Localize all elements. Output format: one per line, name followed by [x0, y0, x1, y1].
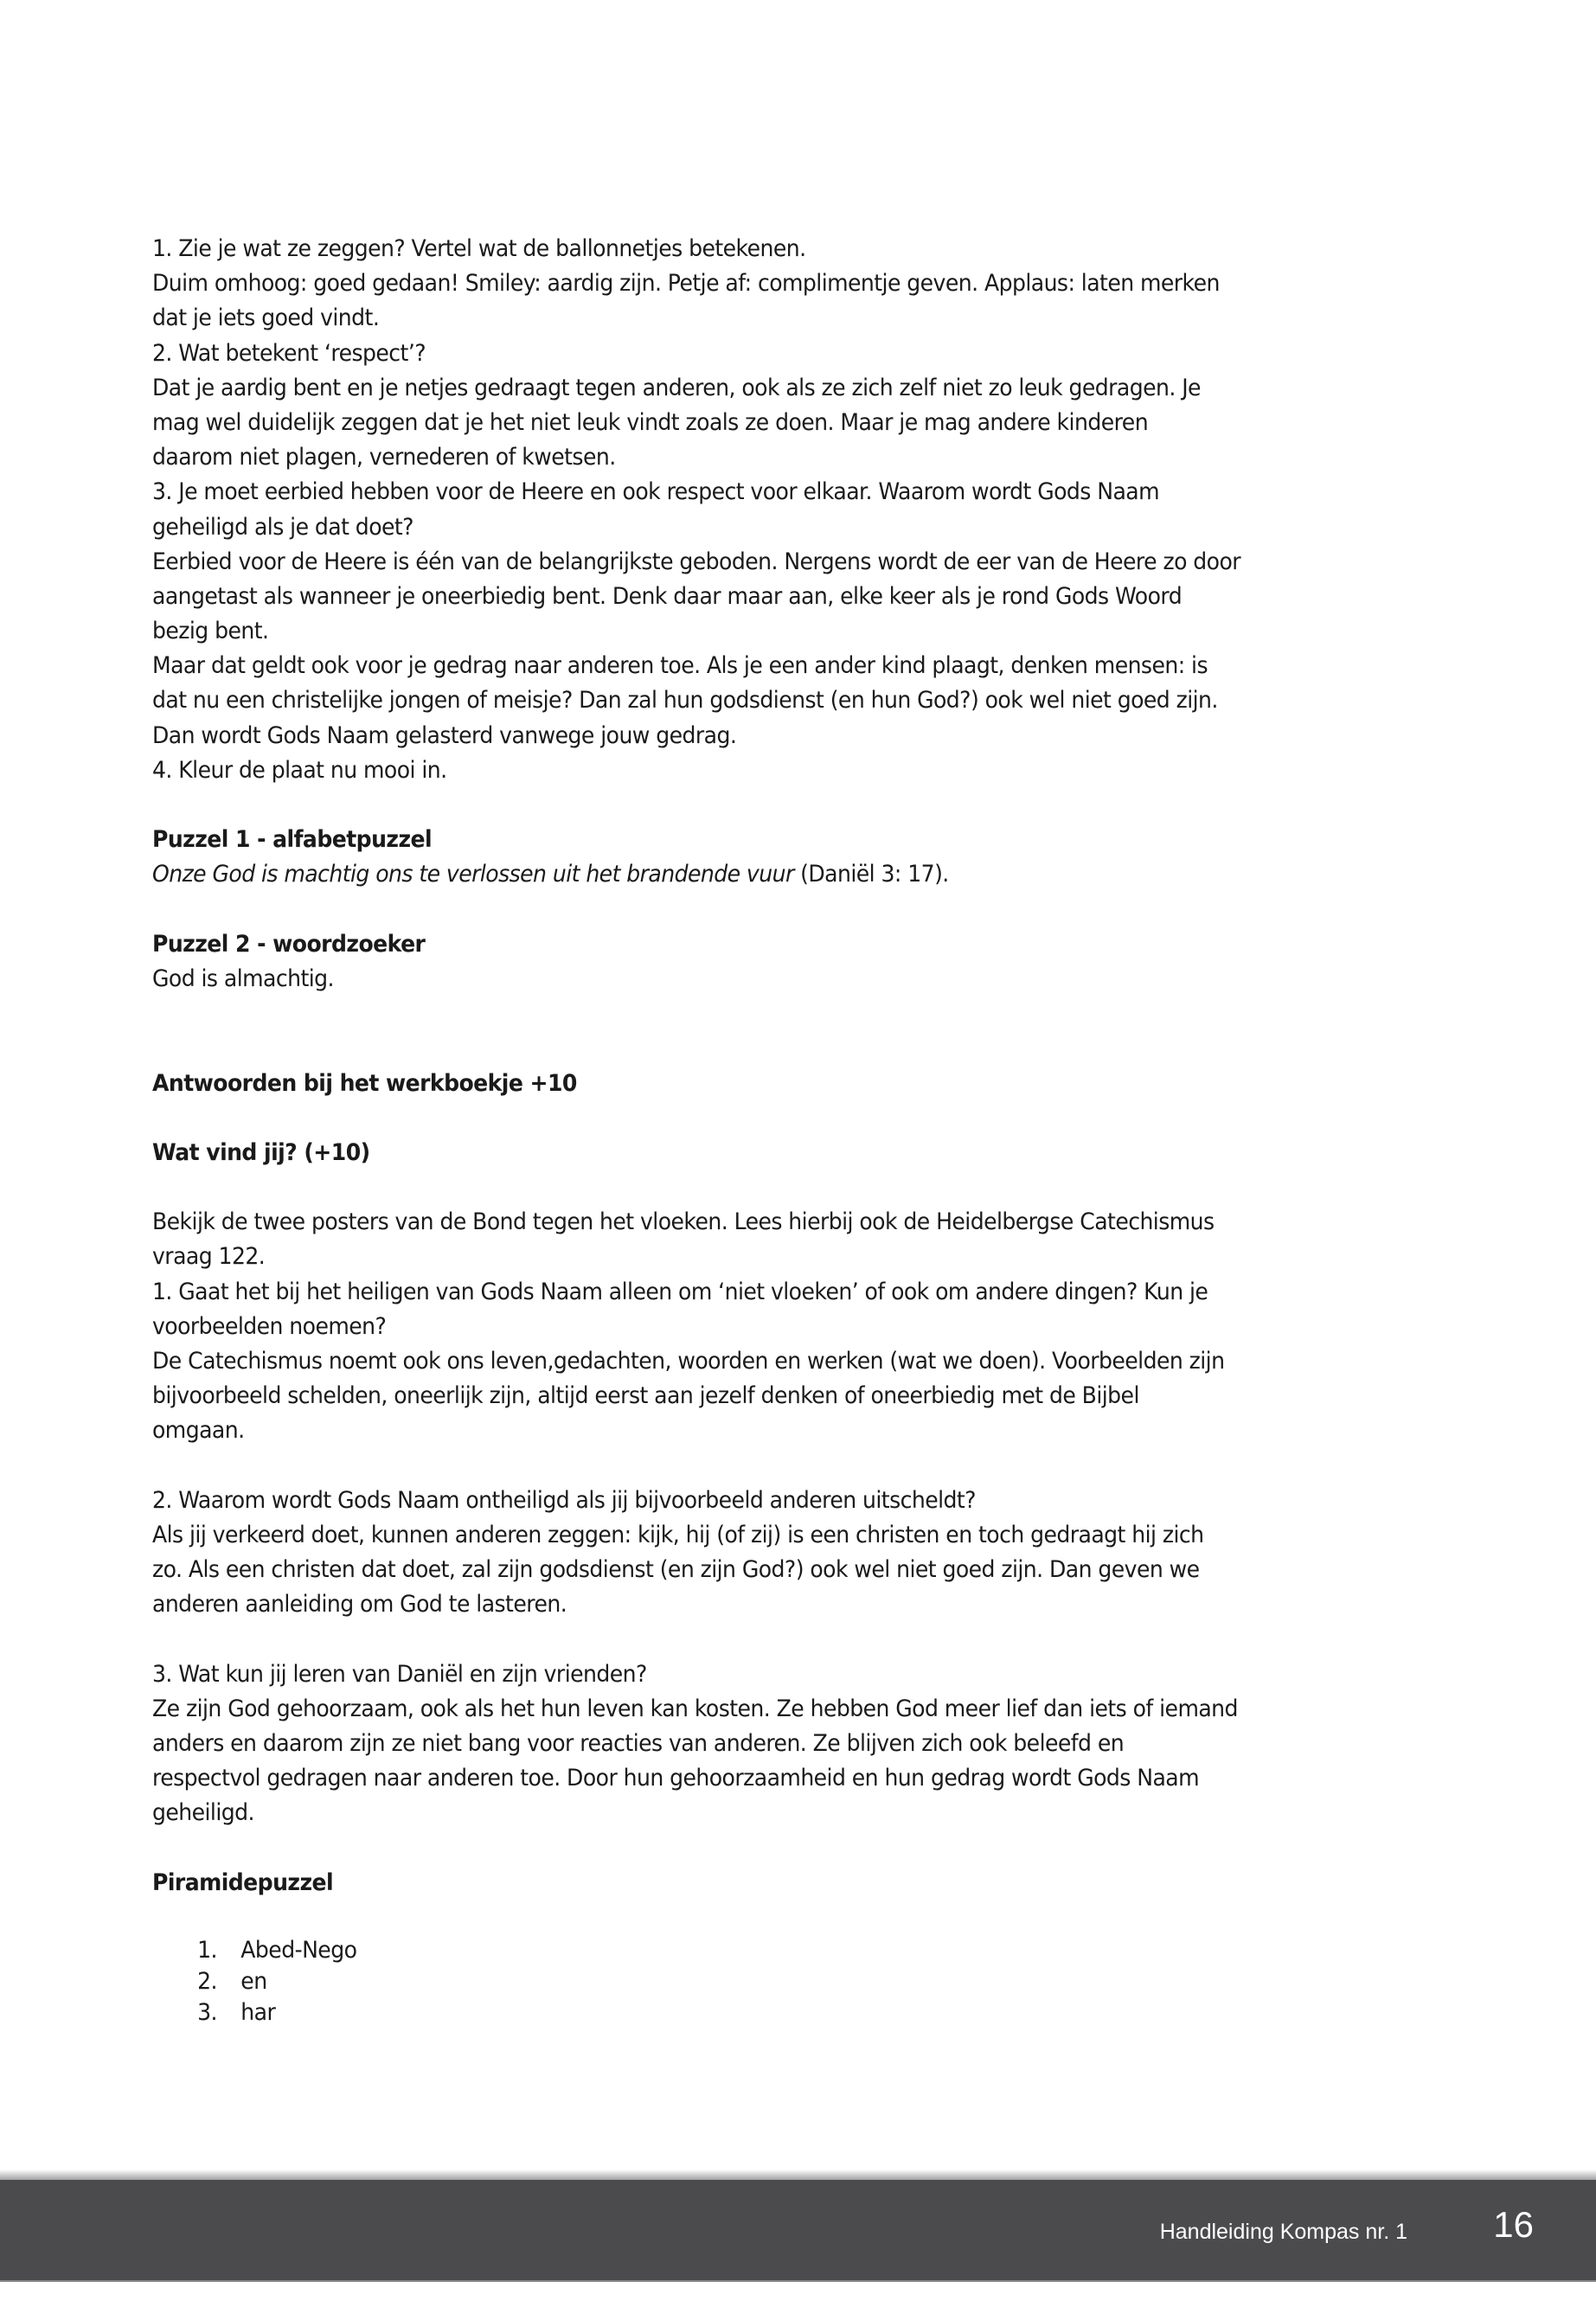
text-line: zo. Als een christen dat doet, zal zijn godsdienst (en zijn God?) ook wel niet goed zijn. Dan geven we [152, 1556, 1200, 1584]
section-heading: Wat vind jij? (+10) [152, 1138, 370, 1166]
blank-line [152, 997, 1327, 1031]
footer-title: Handleiding Kompas nr. 1 [1159, 2220, 1407, 2244]
text-line: bijvoorbeeld schelden, oneerlijk zijn, altijd eerst aan jezelf denken of oneerbiedig met de Bijbel [152, 1382, 1139, 1410]
blank-line [152, 1623, 1327, 1657]
text-line: 2. Waarom wordt Gods Naam ontheiligd als jij bijvoorbeeld anderen uitscheldt? [152, 1486, 976, 1514]
text-line: dat nu een christelijke jongen of meisje? Dan zal hun godsdienst (en hun God?) ook wel niet goed zijn. [152, 687, 1218, 715]
list-number: 3. [197, 1999, 217, 2027]
blank-line [152, 1170, 1327, 1205]
text-line: voorbeelden noemen? [152, 1312, 387, 1340]
bible-reference: (Daniël 3: 17). [793, 861, 949, 888]
document-body [152, 232, 1415, 2029]
blank-line [152, 788, 1327, 823]
blank-line [152, 1900, 1327, 1935]
page-footer [0, 2180, 1596, 2282]
text-line: daarom niet plagen, vernederen of kwetsen. [152, 444, 616, 471]
text-line: mag wel duidelijk zeggen dat je het niet leuk vindt zoals ze doen. Maar je mag andere kinderen [152, 408, 1149, 436]
text-line: Dat je aardig bent en je netjes gedraagt tegen anderen, ook als ze zich zelf niet zo leuk gedragen. Je [152, 374, 1201, 401]
text-line: anders en daarom zijn ze niet bang voor reacties van anderen. Ze blijven zich ook beleefd en [152, 1730, 1125, 1758]
page-number: 16 [1493, 2204, 1534, 2245]
section-heading: Puzzel 2 - woordzoeker [152, 930, 426, 958]
text-line: 1. Zie je wat ze zeggen? Vertel wat de ballonnetjes betekenen. [152, 235, 806, 262]
text-line: Ze zijn God gehoorzaam, ook als het hun leven kan kosten. Ze hebben God meer lief dan iets of iemand [152, 1695, 1238, 1722]
text-line: anderen aanleiding om God te lasteren. [152, 1591, 567, 1618]
text-line: Als jij verkeerd doet, kunnen anderen zeggen: kijk, hij (of zij) is een christen en toch gedraagt hij zich [152, 1521, 1204, 1548]
text-line: vraag 122. [152, 1243, 266, 1271]
text-line: De Catechismus noemt ook ons leven,gedachten, woorden en werken (wat we doen). Voorbeelden zijn [152, 1348, 1225, 1375]
text-line: 3. Je moet eerbied hebben voor de Heere en ook respect voor elkaar. Waarom wordt Gods Naam [152, 478, 1160, 506]
section-heading: Puzzel 1 - alfabetpuzzel [152, 826, 433, 854]
text-line: respectvol gedragen naar anderen toe. Door hun gehoorzaamheid en hun gedrag wordt Gods Naam [152, 1765, 1200, 1792]
blank-line [152, 893, 1327, 927]
text-line: 1. Gaat het bij het heiligen van Gods Naam alleen om ‘niet vloeken’ of ook om andere dingen? Kun je [152, 1278, 1208, 1305]
text-line: geheiligd als je dat doet? [152, 513, 413, 541]
text-line: Duim omhoog: goed gedaan! Smiley: aardig zijn. Petje af: complimentje geven. Applaus: laten merken [152, 270, 1220, 298]
text-line: Dan wordt Gods Naam gelasterd vanwege jouw gedrag. [152, 721, 737, 749]
text-line: bezig bent. [152, 618, 269, 645]
text-line: 3. Wat kun jij leren van Daniël en zijn vrienden? [152, 1660, 647, 1688]
list-item [152, 1997, 1327, 2029]
list-number: 2. [197, 1968, 217, 1996]
quote-line [152, 857, 1327, 892]
text-line: aangetast als wanneer je oneerbiedig bent. Denk daar maar aan, elke keer als je rond Gods Woord [152, 582, 1183, 610]
text-line: 4. Kleur de plaat nu mooi in. [152, 756, 447, 784]
blank-line [152, 1031, 1327, 1066]
blank-line [152, 1449, 1327, 1484]
list-number: 1. [197, 1937, 217, 1965]
bible-quote: Onze God is machtig ons te verlossen uit het brandende vuur [152, 861, 794, 888]
text-line: Bekijk de twee posters van de Bond tegen het vloeken. Lees hierbij ook de Heidelbergse Catechismus [152, 1208, 1215, 1236]
text-line: God is almachtig. [152, 965, 334, 992]
section-heading: Antwoorden bij het werkboekje +10 [152, 1069, 577, 1097]
blank-line [152, 1831, 1327, 1866]
section-heading: Piramidepuzzel [152, 1868, 334, 1896]
text-line: geheiligd. [152, 1799, 254, 1827]
text-line: dat je iets goed vindt. [152, 304, 380, 332]
blank-line [152, 1101, 1327, 1136]
text-line: Eerbied voor de Heere is één van de belangrijkste geboden. Nergens wordt de eer van de Heere zo door [152, 548, 1241, 575]
list-text: en [240, 1968, 267, 1996]
text-line: 2. Wat betekent ‘respect’? [152, 339, 426, 367]
text-line: omgaan. [152, 1417, 245, 1445]
list-item [152, 1966, 1327, 1997]
list-item [152, 1935, 1327, 1966]
list-text: har [240, 1999, 276, 2027]
text-line: Maar dat geldt ook voor je gedrag naar anderen toe. Als je een ander kind plaagt, denken mensen: is [152, 652, 1208, 680]
list-text: Abed-Nego [240, 1937, 357, 1965]
